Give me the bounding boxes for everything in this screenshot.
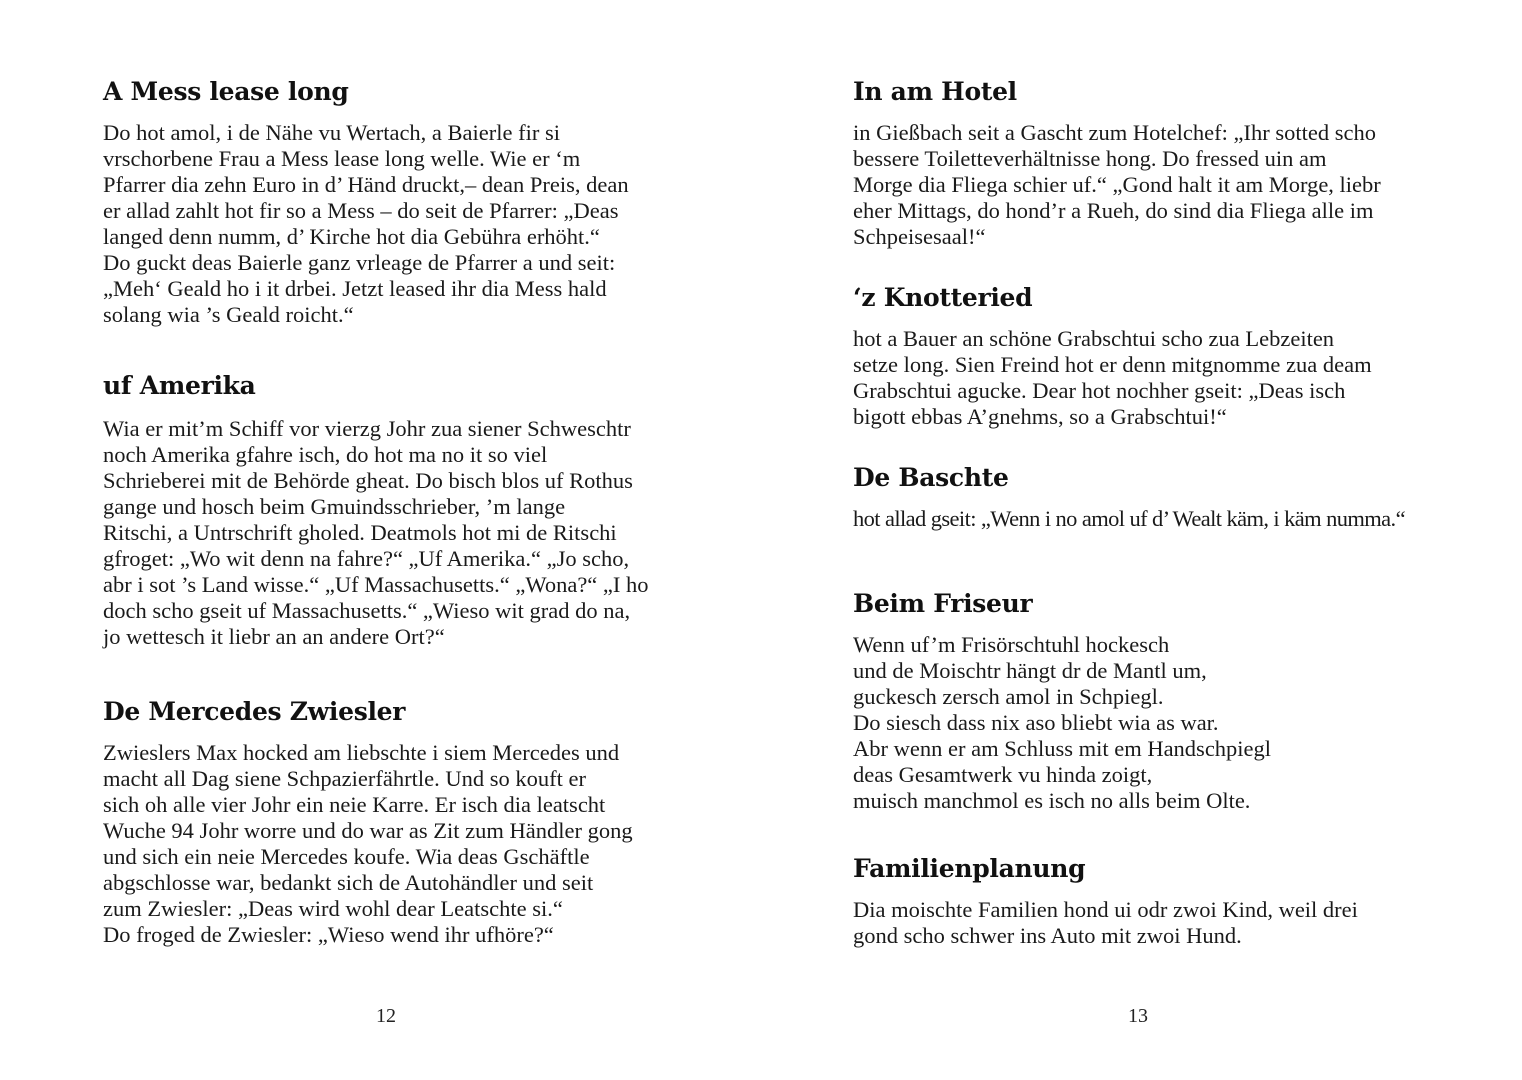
page-number: 12 <box>376 1005 396 1027</box>
text-line: vrschorbene Frau a Mess lease long welle. Wie er ‘m <box>103 146 581 171</box>
text-line: deas Gesamtwerk vu hinda zoigt, <box>853 762 1153 787</box>
text-line: und de Moischtr hängt dr de Mantl um, <box>853 658 1207 683</box>
text-line: Dia moischte Familien hond ui odr zwoi Kind, weil drei <box>853 897 1358 922</box>
story-title: Beim Friseur <box>853 589 1033 618</box>
story-familienplanung <box>853 853 1493 949</box>
text-line: setze long. Sien Freind hot er denn mitgnomme zua deam <box>853 352 1372 377</box>
story-body <box>853 632 1493 814</box>
text-line: in Gießbach seit a Gascht zum Hotelchef: „Ihr sotted scho <box>853 120 1376 145</box>
text-line: „Meh‘ Geald ho i it drbei. Jetzt leased ihr dia Mess hald <box>103 276 607 301</box>
text-line: gfroget: „Wo wit denn na fahre?“ „Uf Amerika.“ „Jo scho, <box>103 546 630 571</box>
text-line: Grabschtui agucke. Dear hot nochher gseit: „Deas isch <box>853 378 1346 403</box>
text-line: Pfarrer dia zehn Euro in d’ Händ druckt,– dean Preis, dean <box>103 172 629 197</box>
story-a-mess-lease-long <box>103 76 703 328</box>
text-line: zum Zwiesler: „Deas wird wohl dear Leatschte si.“ <box>103 896 563 921</box>
story-beim-friseur <box>853 588 1493 814</box>
text-line: hot allad gseit: „Wenn i no amol uf d’ Wealt käm, i käm numma.“ <box>853 506 1405 531</box>
text-line: noch Amerika gfahre isch, do hot ma no it so viel <box>103 442 548 467</box>
story-title: De Baschte <box>853 463 1009 492</box>
text-line: Do hot amol, i de Nähe vu Wertach, a Baierle fir si <box>103 120 560 145</box>
right-page <box>761 0 1522 1080</box>
text-line: guckesch zersch amol in Schpiegl. <box>853 684 1164 709</box>
text-line: Morge dia Fliega schier uf.“ „Gond halt it am Morge, liebr <box>853 172 1381 197</box>
story-uf-amerika <box>103 370 703 650</box>
text-line: eher Mittags, do hond’r a Rueh, do sind dia Fliega alle im <box>853 198 1374 223</box>
text-line: Schrieberei mit de Behörde gheat. Do bisch blos uf Rothus <box>103 468 633 493</box>
text-line: er allad zahlt hot fir so a Mess – do seit de Pfarrer: „Deas <box>103 198 619 223</box>
text-line: gond scho schwer ins Auto mit zwoi Hund. <box>853 923 1242 948</box>
page-number: 13 <box>1128 1005 1148 1027</box>
text-line: jo wettesch it liebr an an andere Ort?“ <box>103 624 445 649</box>
text-line: doch scho gseit uf Massachusetts.“ „Wieso wit grad do na, <box>103 598 631 623</box>
text-line: sich oh alle vier Johr ein neie Karre. Er isch dia leatscht <box>103 792 606 817</box>
text-line: Ritschi, a Untrschrift gholed. Deatmols hot mi de Ritschi <box>103 520 617 545</box>
story-body <box>103 740 703 948</box>
text-line: abr i sot ’s Land wisse.“ „Uf Massachusetts.“ „Wona?“ „I ho <box>103 572 649 597</box>
text-line: Wia er mit’m Schiff vor vierzg Johr zua siener Schweschtr <box>103 416 631 441</box>
text-line: langed denn numm, d’ Kirche hot dia Gebühra erhöht.“ <box>103 224 600 249</box>
text-line: Wenn uf’m Frisörschtuhl hockesch <box>853 632 1170 657</box>
text-line: bigott ebbas A’gnehms, so a Grabschtui!“ <box>853 404 1227 429</box>
story-de-mercedes-zwiesler <box>103 696 703 948</box>
text-line: macht all Dag siene Schpazierfährtle. Und so kouft er <box>103 766 586 791</box>
text-line: Do siesch dass nix aso bliebt wia as war. <box>853 710 1219 735</box>
story-body <box>853 897 1493 949</box>
story-title: ‘z Knotteried <box>853 283 1033 312</box>
story-title: Familienplanung <box>853 854 1086 883</box>
text-line: bessere Toiletteverhältnisse hong. Do fressed uin am <box>853 146 1327 171</box>
text-line: muisch manchmol es isch no alls beim Olte. <box>853 788 1251 813</box>
text-line: Zwieslers Max hocked am liebschte i siem Mercedes und <box>103 740 620 765</box>
story-body <box>853 506 1493 532</box>
text-line: Do froged de Zwiesler: „Wieso wend ihr ufhöre?“ <box>103 922 554 947</box>
story-body <box>103 120 703 328</box>
story-body <box>853 326 1493 430</box>
story-body <box>853 120 1493 250</box>
text-line: Wuche 94 Johr worre und do war as Zit zum Händler gong <box>103 818 633 843</box>
text-line: gange und hosch beim Gmuindsschrieber, ’m lange <box>103 494 566 519</box>
story-z-knotteried <box>853 282 1493 430</box>
story-title: In am Hotel <box>853 77 1017 106</box>
story-body <box>103 416 703 650</box>
text-line: und sich ein neie Mercedes koufe. Wia deas Gschäftle <box>103 844 590 869</box>
story-in-am-hotel <box>853 76 1493 250</box>
story-de-baschte <box>853 462 1493 532</box>
story-title: uf Amerika <box>103 371 256 400</box>
text-line: Schpeisesaal!“ <box>853 224 986 249</box>
text-line: Do guckt deas Baierle ganz vrleage de Pfarrer a und seit: <box>103 250 616 275</box>
text-line: hot a Bauer an schöne Grabschtui scho zua Lebzeiten <box>853 326 1335 351</box>
text-line: Abr wenn er am Schluss mit em Handschpiegl <box>853 736 1272 761</box>
story-title: A Mess lease long <box>103 77 349 106</box>
text-line: solang wia ’s Geald roicht.“ <box>103 302 354 327</box>
text-line: abgschlosse war, bedankt sich de Autohändler und seit <box>103 870 594 895</box>
story-title: De Mercedes Zwiesler <box>103 697 406 726</box>
